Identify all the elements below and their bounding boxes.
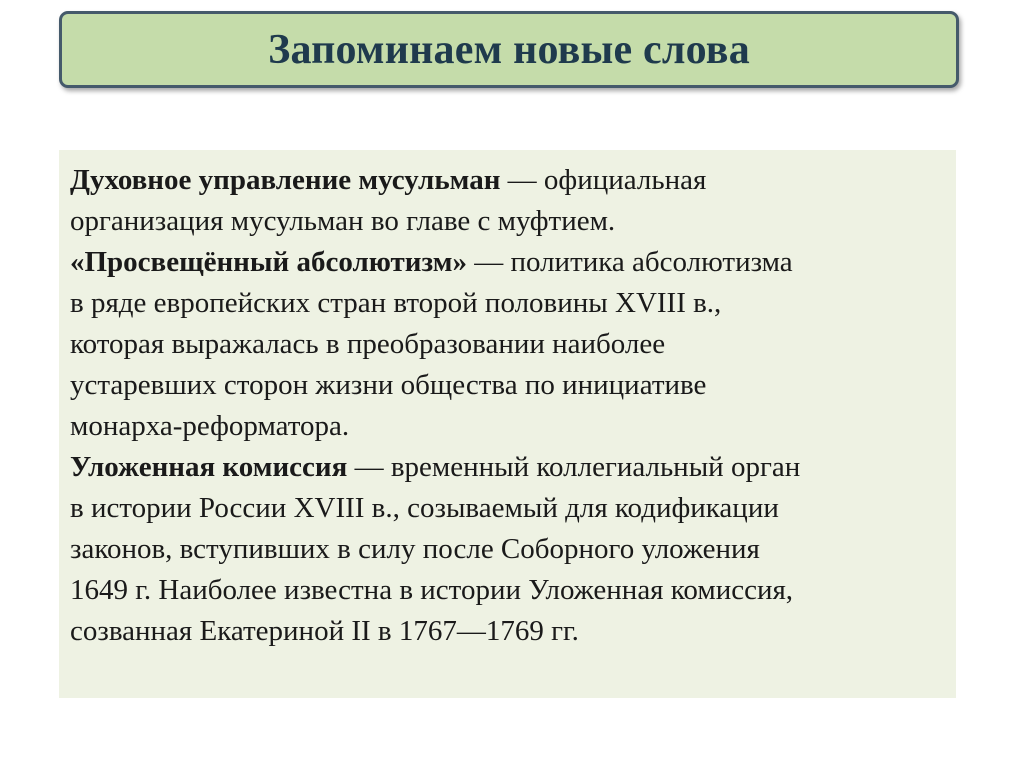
definition-line [70, 242, 950, 283]
definitions-panel [59, 150, 956, 698]
definition-term: «Просвещённый абсолютизм» [70, 246, 467, 278]
definition-term: Уложенная комиссия [70, 451, 348, 483]
definition-text: — политика абсолютизма [466, 246, 793, 278]
definition-line: монарха-реформатора. [70, 410, 350, 442]
definition-line [70, 160, 950, 201]
definitions-text [70, 160, 950, 652]
definition-text: — официальная [500, 164, 707, 196]
definition-line: законов, вступивших в силу после Соборного уложения [70, 533, 760, 565]
definition-line: в истории России XVIII в., созываемый для кодификации [70, 492, 779, 524]
definition-line: которая выражалась в преобразовании наиболее [70, 328, 666, 360]
definition-text: — временный коллегиальный орган [347, 451, 801, 483]
definition-term: Духовное управление мусульман [70, 164, 501, 196]
slide-title: Запоминаем новые слова [268, 26, 750, 73]
title-banner [59, 11, 959, 88]
definition-line: в ряде европейских стран второй половины XVIII в., [70, 287, 722, 319]
definition-line: созванная Екатериной II в 1767—1769 гг. [70, 615, 579, 647]
definition-line: 1649 г. Наиболее известна в истории Уложенная комиссия, [70, 574, 794, 606]
definition-line: устаревших сторон жизни общества по инициативе [70, 369, 707, 401]
definition-line: организация мусульман во главе с муфтием. [70, 205, 616, 237]
definition-line [70, 447, 950, 488]
